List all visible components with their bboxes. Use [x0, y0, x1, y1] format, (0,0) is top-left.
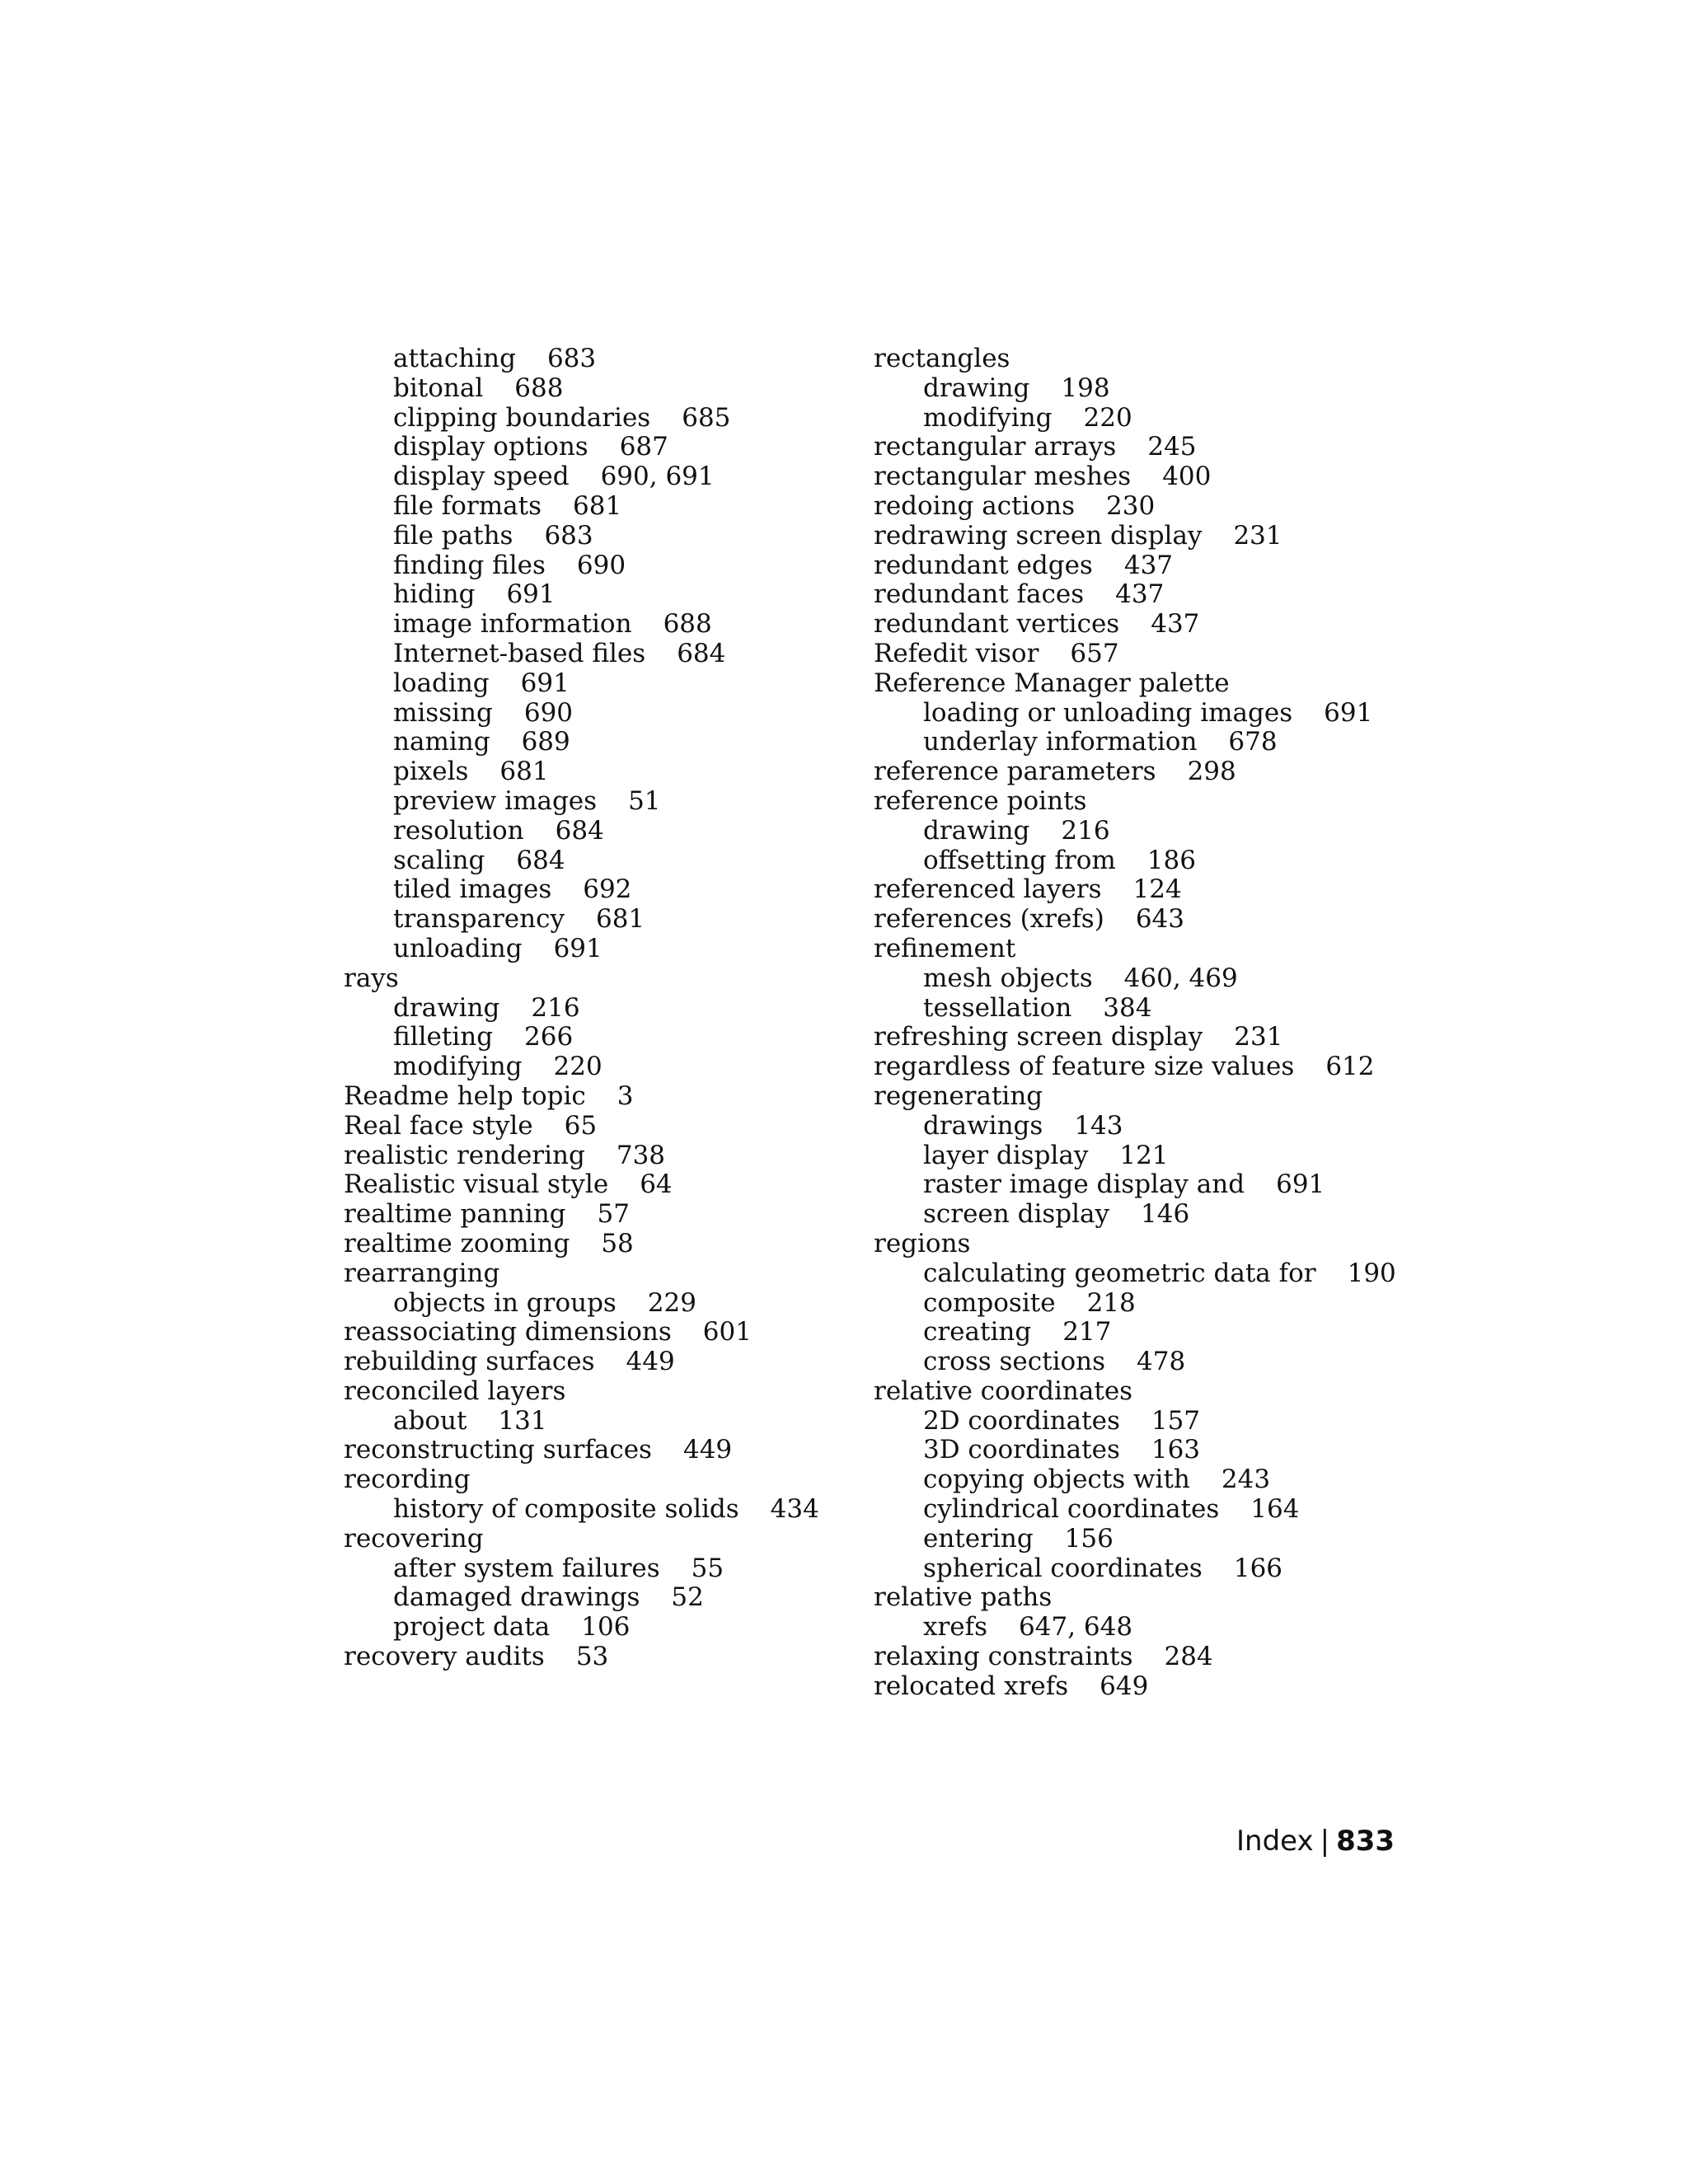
index-term: redrawing screen display	[874, 520, 1203, 551]
index-term: raster image display and	[923, 1169, 1245, 1200]
index-entry	[344, 1112, 838, 1141]
index-entry	[874, 787, 1451, 817]
index-subentry	[344, 344, 838, 374]
index-term: offsetting from	[923, 845, 1116, 875]
index-page-refs: 601	[702, 1317, 752, 1347]
index-subentry	[874, 404, 1451, 434]
index-term: relaxing constraints	[874, 1642, 1133, 1672]
index-subentry	[874, 1347, 1451, 1377]
index-subentry	[874, 846, 1451, 876]
index-term: project data	[393, 1612, 551, 1643]
index-column-left	[344, 344, 838, 1672]
index-entry	[344, 1525, 838, 1554]
index-term: relative paths	[874, 1582, 1053, 1613]
index-page-refs: 683	[544, 520, 593, 551]
index-page-refs: 55	[691, 1553, 724, 1583]
index-subentry	[344, 433, 838, 462]
index-term: Internet-based files	[393, 638, 646, 668]
index-term: copying objects with	[923, 1465, 1190, 1495]
index-page-refs: 198	[1061, 373, 1110, 403]
index-term: naming	[393, 727, 490, 757]
index-page-refs: 449	[626, 1347, 675, 1377]
index-page-refs: 478	[1137, 1347, 1186, 1377]
index-term: history of composite solids	[393, 1494, 739, 1525]
index-term: transparency	[393, 904, 565, 935]
index-entry	[344, 1643, 838, 1672]
index-page-refs: 681	[595, 904, 645, 935]
index-term: realtime zooming	[344, 1228, 570, 1258]
index-subentry	[344, 374, 838, 404]
index-page-refs: 687	[619, 432, 668, 462]
index-entry	[874, 1583, 1451, 1613]
index-page-refs: 643	[1135, 904, 1184, 935]
index-subentry	[874, 1465, 1451, 1495]
index-term: objects in groups	[393, 1287, 617, 1318]
index-entry	[344, 1318, 838, 1347]
index-page-refs: 143	[1074, 1110, 1123, 1141]
index-subentry	[344, 846, 838, 876]
index-page-refs: 231	[1233, 520, 1282, 551]
index-term: unloading	[393, 933, 523, 963]
index-term: redundant faces	[874, 579, 1085, 610]
index-term: regardless of feature size values	[874, 1052, 1295, 1082]
index-page-refs: 217	[1062, 1317, 1112, 1347]
index-subentry	[344, 1289, 838, 1319]
index-page-refs: 190	[1347, 1258, 1396, 1288]
index-entry	[874, 1377, 1451, 1407]
index-term: clipping boundaries	[393, 402, 651, 433]
index-page-refs: 681	[573, 490, 622, 521]
index-term: drawings	[923, 1110, 1043, 1141]
index-page-refs: 231	[1234, 1022, 1283, 1052]
index-term: scaling	[393, 845, 485, 875]
index-page-refs: 449	[682, 1435, 733, 1465]
index-page-refs: 106	[581, 1612, 631, 1643]
index-term: tessellation	[923, 992, 1072, 1023]
index-entry	[874, 433, 1451, 462]
index-subentry	[874, 1318, 1451, 1347]
index-entry	[874, 462, 1451, 492]
index-term: damaged drawings	[393, 1582, 640, 1613]
index-subentry	[874, 1525, 1451, 1554]
index-term: calculating geometric data for	[923, 1258, 1316, 1288]
index-term: image information	[393, 609, 632, 640]
index-term: refinement	[874, 933, 1016, 963]
index-entry	[874, 935, 1451, 964]
index-subentry	[344, 1583, 838, 1613]
index-page-refs: 691	[553, 933, 603, 963]
index-page-refs: 692	[583, 874, 632, 905]
index-term: rectangles	[874, 344, 1010, 373]
index-subentry	[874, 1170, 1451, 1200]
index-term: drawing	[923, 373, 1030, 403]
index-term: refreshing screen display	[874, 1022, 1203, 1052]
index-page-refs: 690	[576, 550, 626, 580]
index-page-refs: 51	[628, 785, 661, 816]
index-subentry	[344, 404, 838, 434]
index-term: modifying	[923, 402, 1053, 433]
index-subentry	[874, 728, 1451, 757]
index-entry	[874, 640, 1451, 669]
index-term: redundant edges	[874, 550, 1093, 580]
index-term: after system failures	[393, 1553, 660, 1583]
index-subentry	[344, 640, 838, 669]
index-entry	[874, 610, 1451, 640]
index-term: reassociating dimensions	[344, 1317, 672, 1347]
index-term: Reference Manager palette	[874, 668, 1230, 698]
index-term: rearranging	[344, 1258, 500, 1288]
index-term: missing	[393, 697, 493, 728]
index-term: realtime panning	[344, 1199, 566, 1230]
index-entry	[344, 1082, 838, 1112]
index-page-refs: 245	[1147, 432, 1197, 462]
index-term: relative coordinates	[874, 1376, 1133, 1406]
index-page-refs: 3	[617, 1080, 634, 1111]
index-term: xrefs	[923, 1612, 988, 1643]
index-subentry	[344, 905, 838, 935]
index-term: cylindrical coordinates	[923, 1494, 1220, 1525]
index-term: loading or unloading images	[923, 697, 1293, 728]
index-entry	[344, 1436, 838, 1465]
index-subentry	[344, 551, 838, 581]
index-page-refs: 691	[1324, 697, 1373, 728]
index-page-refs: 691	[520, 668, 570, 698]
index-entry	[874, 551, 1451, 581]
index-page-refs: 53	[575, 1642, 609, 1672]
index-subentry	[344, 1613, 838, 1643]
index-page-refs: 738	[616, 1140, 666, 1170]
index-term: drawing	[923, 815, 1030, 846]
index-subentry	[874, 374, 1451, 404]
index-page-refs: 688	[514, 373, 564, 403]
index-page-refs: 649	[1100, 1671, 1149, 1701]
index-page-refs: 691	[506, 579, 556, 610]
index-page-refs: 657	[1070, 638, 1119, 668]
index-subentry	[874, 994, 1451, 1024]
index-term: mesh objects	[923, 963, 1093, 993]
index-term: realistic rendering	[344, 1140, 585, 1170]
page-footer	[1236, 1825, 1395, 1858]
index-page-refs: 230	[1106, 490, 1156, 521]
index-term: Readme help topic	[344, 1080, 586, 1111]
index-page-refs: 689	[521, 727, 570, 757]
index-page-refs: 164	[1250, 1494, 1300, 1525]
index-entry	[874, 522, 1451, 551]
index-subentry	[874, 817, 1451, 846]
index-subentry	[874, 1112, 1451, 1141]
index-term: composite	[923, 1287, 1056, 1318]
index-term: underlay information	[923, 727, 1198, 757]
index-entry	[874, 1052, 1451, 1082]
index-term: redundant vertices	[874, 609, 1120, 640]
index-subentry	[344, 462, 838, 492]
index-entry	[344, 1347, 838, 1377]
index-term: spherical coordinates	[923, 1553, 1203, 1583]
index-term: rectangular meshes	[874, 462, 1132, 492]
index-term: file formats	[393, 490, 542, 521]
index-term: display options	[393, 432, 588, 462]
index-term: display speed	[393, 462, 570, 492]
index-subentry	[874, 1141, 1451, 1171]
index-subentry	[344, 1495, 838, 1525]
index-term: cross sections	[923, 1347, 1106, 1377]
index-subentry	[344, 1407, 838, 1436]
index-page-refs: 266	[524, 1022, 574, 1052]
index-term: modifying	[393, 1052, 523, 1082]
index-entry	[344, 1200, 838, 1230]
index-subentry	[874, 1495, 1451, 1525]
index-page-refs: 131	[498, 1405, 547, 1436]
index-term: screen display	[923, 1199, 1110, 1230]
index-term: loading	[393, 668, 490, 698]
index-term: reference points	[874, 785, 1087, 816]
index-page-refs: 688	[663, 609, 712, 640]
index-term: resolution	[393, 815, 524, 846]
index-term: reconstructing surfaces	[344, 1435, 652, 1465]
index-page-refs: 57	[597, 1199, 630, 1230]
footer-section-label: Index	[1236, 1825, 1314, 1858]
index-subentry	[344, 817, 838, 846]
index-subentry	[344, 728, 838, 757]
index-entry	[874, 1672, 1451, 1702]
index-page-refs: 156	[1064, 1523, 1114, 1554]
index-page-refs: 121	[1119, 1140, 1169, 1170]
index-term: references (xrefs)	[874, 904, 1104, 935]
index-page-refs: 298	[1187, 757, 1236, 787]
index-subentry	[344, 1023, 838, 1052]
index-page-refs: 52	[671, 1582, 704, 1613]
index-term: regions	[874, 1228, 971, 1258]
index-page-refs: 218	[1086, 1287, 1136, 1318]
index-page-refs: 216	[1061, 815, 1110, 846]
index-entry	[344, 964, 838, 994]
index-page-refs: 384	[1103, 992, 1152, 1023]
index-entry	[874, 757, 1451, 787]
index-subentry	[874, 1407, 1451, 1436]
index-term: recovering	[344, 1523, 484, 1554]
index-subentry	[344, 1554, 838, 1584]
index-term: filleting	[393, 1022, 494, 1052]
index-page-refs: 690, 691	[600, 462, 715, 492]
index-page-refs: 220	[1083, 402, 1132, 433]
index-page-refs: 612	[1325, 1052, 1375, 1082]
index-entry	[344, 1377, 838, 1407]
index-term: 3D coordinates	[923, 1435, 1120, 1465]
index-page-refs: 678	[1228, 727, 1278, 757]
index-entry	[874, 1082, 1451, 1112]
index-subentry	[874, 1200, 1451, 1230]
index-term: hiding	[393, 579, 476, 610]
index-entry	[344, 1259, 838, 1289]
index-term: regenerating	[874, 1080, 1043, 1111]
index-subentry	[344, 699, 838, 729]
index-term: relocated xrefs	[874, 1671, 1069, 1701]
index-entry	[344, 1230, 838, 1259]
index-term: creating	[923, 1317, 1032, 1347]
index-term: drawing	[393, 992, 500, 1023]
index-subentry	[874, 699, 1451, 729]
index-page-refs: 220	[553, 1052, 603, 1082]
index-entry	[874, 875, 1451, 905]
index-page-refs: 437	[1151, 609, 1200, 640]
index-subentry	[344, 522, 838, 551]
index-page-refs: 683	[546, 344, 597, 373]
index-subentry	[344, 492, 838, 522]
index-entry	[874, 492, 1451, 522]
index-page-refs: 65	[564, 1110, 598, 1141]
index-subentry	[874, 1554, 1451, 1584]
index-entry	[874, 905, 1451, 935]
index-term: entering	[923, 1523, 1034, 1554]
index-entry	[344, 1141, 838, 1171]
index-entry	[874, 344, 1451, 374]
index-term: Real face style	[344, 1110, 533, 1141]
index-page-refs: 434	[770, 1494, 819, 1525]
index-entry	[344, 1465, 838, 1495]
index-page-refs: 685	[682, 402, 731, 433]
index-term: file paths	[393, 520, 513, 551]
index-entry	[874, 1643, 1451, 1672]
index-term: preview images	[393, 785, 598, 816]
index-subentry	[344, 669, 838, 699]
index-page-refs: 163	[1151, 1435, 1201, 1465]
index-page-refs: 691	[1276, 1169, 1325, 1200]
index-term: Realistic visual style	[344, 1169, 609, 1200]
index-term: recovery audits	[344, 1642, 545, 1672]
index-term: recording	[344, 1465, 471, 1495]
index-subentry	[874, 1289, 1451, 1319]
index-term: reconciled layers	[344, 1376, 566, 1406]
index-subentry	[344, 580, 838, 610]
index-page-refs: 690	[523, 697, 574, 728]
index-page-refs: 58	[601, 1228, 634, 1258]
index-entry	[874, 669, 1451, 699]
index-page-refs: 460, 469	[1123, 963, 1238, 993]
index-subentry	[874, 1436, 1451, 1465]
index-subentry	[874, 964, 1451, 994]
index-term: bitonal	[393, 373, 484, 403]
index-term: finding files	[393, 550, 546, 580]
index-term: 2D coordinates	[923, 1405, 1120, 1436]
index-page-refs: 64	[640, 1169, 673, 1200]
index-subentry	[344, 610, 838, 640]
index-page-refs: 157	[1151, 1405, 1201, 1436]
index-entry	[874, 580, 1451, 610]
index-term: reference parameters	[874, 757, 1156, 787]
index-subentry	[344, 875, 838, 905]
index-page-refs: 647, 648	[1019, 1612, 1133, 1643]
index-term: rays	[344, 963, 399, 993]
index-page-refs: 684	[555, 815, 604, 846]
index-entry	[874, 1023, 1451, 1052]
index-page-refs: 229	[647, 1287, 696, 1318]
index-page-refs: 124	[1132, 874, 1182, 905]
index-page-refs: 681	[499, 757, 549, 787]
index-term: rectangular arrays	[874, 432, 1117, 462]
index-term: rebuilding surfaces	[344, 1347, 595, 1377]
index-term: redoing actions	[874, 490, 1076, 521]
index-page-refs: 186	[1146, 845, 1196, 875]
index-subentry	[344, 1052, 838, 1082]
index-subentry	[874, 1613, 1451, 1643]
index-page-refs: 437	[1123, 550, 1174, 580]
index-page-refs: 400	[1162, 462, 1212, 492]
index-page-refs: 284	[1164, 1642, 1213, 1672]
index-term: attaching	[393, 344, 516, 373]
index-column-right	[874, 344, 1451, 1702]
index-subentry	[344, 787, 838, 817]
index-page-refs: 146	[1141, 1199, 1190, 1230]
index-subentry	[344, 994, 838, 1024]
index-term: layer display	[923, 1140, 1089, 1170]
index-term: referenced layers	[874, 874, 1102, 905]
index-subentry	[344, 757, 838, 787]
page-number: 833	[1336, 1825, 1395, 1858]
index-entry	[874, 1230, 1451, 1259]
index-entry	[344, 1170, 838, 1200]
index-page-refs: 166	[1233, 1553, 1283, 1583]
index-subentry	[874, 1259, 1451, 1289]
footer-separator: |	[1320, 1825, 1330, 1858]
index-page-refs: 684	[516, 845, 565, 875]
index-subentry	[344, 935, 838, 964]
index-page-refs: 243	[1221, 1465, 1271, 1495]
index-term: tiled images	[393, 874, 552, 905]
index-term: pixels	[393, 757, 469, 787]
index-page-refs: 216	[531, 992, 580, 1023]
index-page-refs: 437	[1115, 579, 1165, 610]
index-page-refs: 684	[677, 638, 726, 668]
index-term: about	[393, 1405, 467, 1436]
index-term: Refedit visor	[874, 638, 1039, 668]
